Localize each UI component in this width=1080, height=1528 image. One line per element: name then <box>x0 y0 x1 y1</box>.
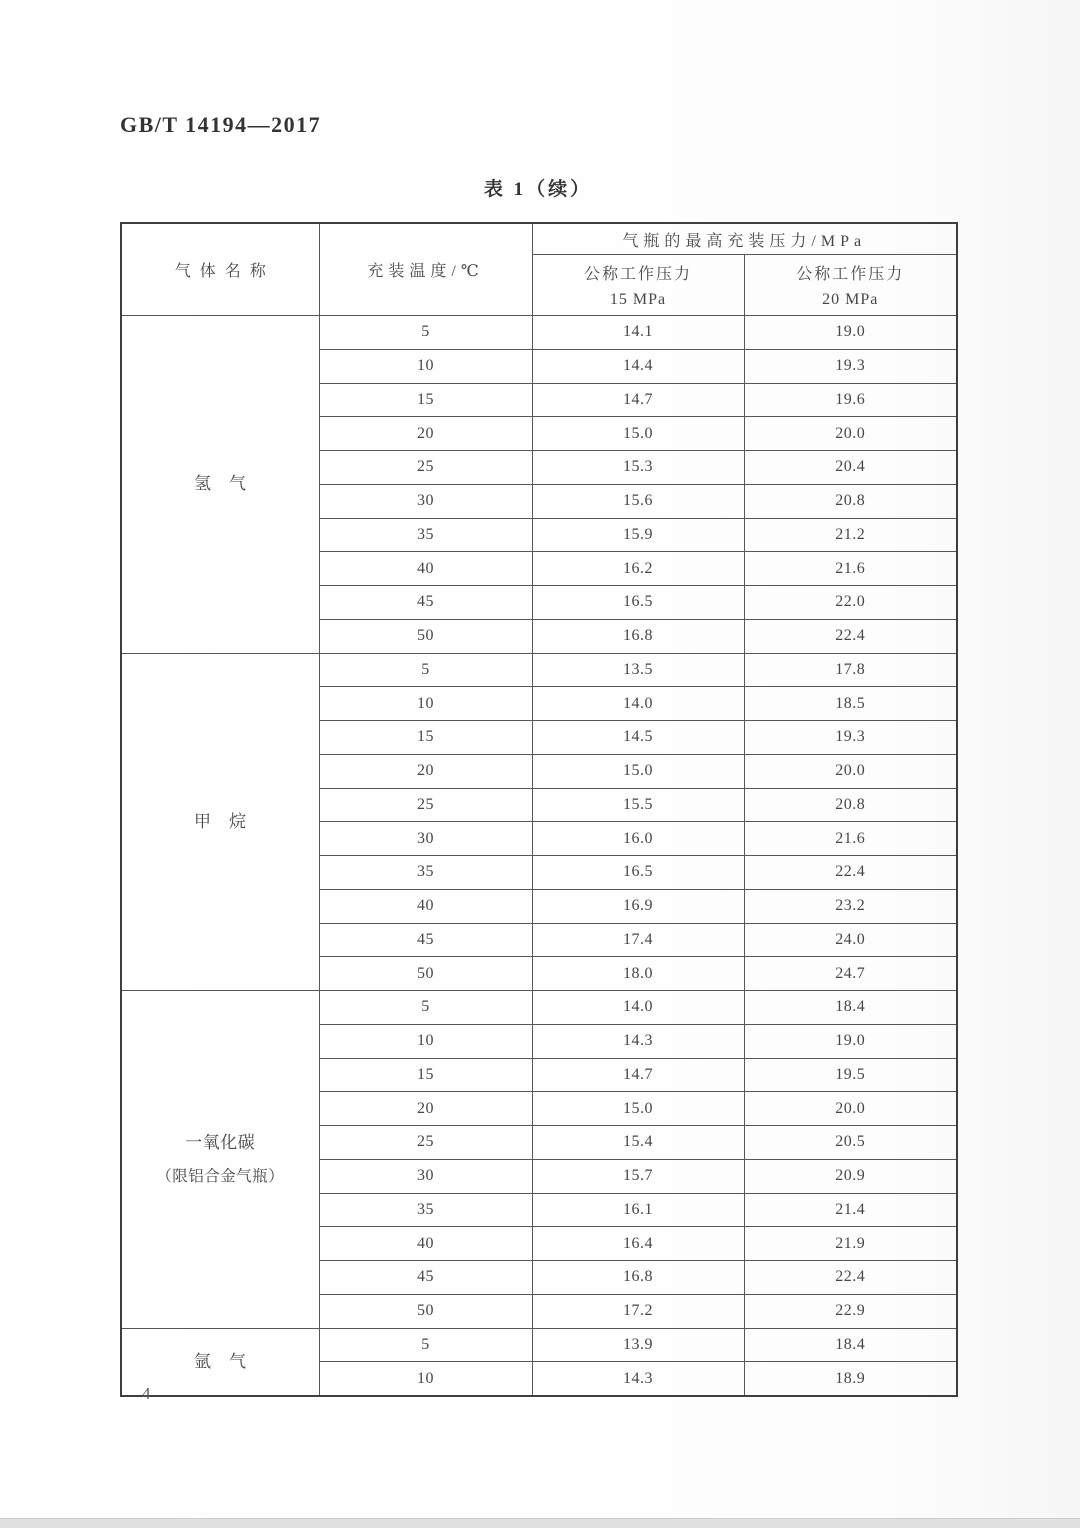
gas-name-cell: 氩 气 <box>121 1328 319 1396</box>
temperature-cell: 50 <box>319 1294 532 1328</box>
pressure-value-cell: 15.7 <box>532 1159 744 1193</box>
temperature-cell: 50 <box>319 957 532 991</box>
pressure-value-cell: 17.8 <box>744 653 957 687</box>
pressure-value-cell: 16.4 <box>532 1227 744 1261</box>
pressure-value-cell: 16.1 <box>532 1193 744 1227</box>
pressure-value-cell: 14.0 <box>532 991 744 1025</box>
temperature-cell: 45 <box>319 586 532 620</box>
temperature-cell: 5 <box>319 316 532 350</box>
pressure-value-cell: 16.8 <box>532 619 744 653</box>
temperature-cell: 25 <box>319 451 532 485</box>
table-row <box>121 1328 957 1362</box>
bottom-scroll-strip <box>0 1518 1080 1528</box>
temperature-cell: 40 <box>319 552 532 586</box>
pressure-value-cell: 19.6 <box>744 383 957 417</box>
pressure-value-cell: 20.5 <box>744 1126 957 1160</box>
header-nominal-pressure-15 <box>532 255 744 316</box>
pressure-value-cell: 16.8 <box>532 1261 744 1295</box>
pressure-value-cell: 21.4 <box>744 1193 957 1227</box>
pressure-value-cell: 13.9 <box>532 1328 744 1362</box>
temperature-cell: 30 <box>319 1159 532 1193</box>
pressure-value-cell: 15.4 <box>532 1126 744 1160</box>
header-nominal-pressure-20-label: 公称工作压力 <box>796 266 905 283</box>
header-filling-temperature: 充装温度/℃ <box>319 223 532 316</box>
pressure-value-cell: 20.8 <box>744 484 957 518</box>
table-row <box>121 991 957 1025</box>
temperature-cell: 35 <box>319 1193 532 1227</box>
temperature-cell: 5 <box>319 991 532 1025</box>
pressure-value-cell: 15.0 <box>532 1092 744 1126</box>
pressure-value-cell: 22.4 <box>744 619 957 653</box>
pressure-value-cell: 15.3 <box>532 451 744 485</box>
temperature-cell: 30 <box>319 822 532 856</box>
pressure-value-cell: 20.8 <box>744 788 957 822</box>
pressure-value-cell: 20.0 <box>744 754 957 788</box>
temperature-cell: 25 <box>319 788 532 822</box>
pressure-value-cell: 17.4 <box>532 923 744 957</box>
pressure-value-cell: 20.4 <box>744 451 957 485</box>
pressure-value-cell: 19.3 <box>744 721 957 755</box>
header-gas-name: 气体名称 <box>121 223 319 316</box>
pressure-value-cell: 14.7 <box>532 1058 744 1092</box>
pressure-value-cell: 22.4 <box>744 1261 957 1295</box>
pressure-value-cell: 20.0 <box>744 1092 957 1126</box>
gas-name-cell: 甲 烷 <box>121 653 319 991</box>
pressure-value-cell: 15.0 <box>532 417 744 451</box>
pressure-value-cell: 14.4 <box>532 349 744 383</box>
pressure-value-cell: 18.4 <box>744 991 957 1025</box>
standard-number: GB/T 14194—2017 <box>120 112 322 137</box>
pressure-value-cell: 21.6 <box>744 822 957 856</box>
pressure-value-cell: 14.5 <box>532 721 744 755</box>
table-body <box>121 316 957 1397</box>
header-nominal-pressure-15-label: 公称工作压力 <box>583 266 692 283</box>
pressure-value-cell: 19.5 <box>744 1058 957 1092</box>
table-row <box>121 653 957 687</box>
gas-name-cell: 一氧化碳 （限铝合金气瓶） <box>121 991 319 1329</box>
table-header <box>121 223 957 316</box>
pressure-value-cell: 14.1 <box>532 316 744 350</box>
pressure-value-cell: 24.7 <box>744 957 957 991</box>
pressure-value-cell: 18.4 <box>744 1328 957 1362</box>
pressure-value-cell: 18.5 <box>744 687 957 721</box>
temperature-cell: 15 <box>319 721 532 755</box>
pressure-value-cell: 19.3 <box>744 349 957 383</box>
temperature-cell: 35 <box>319 856 532 890</box>
pressure-value-cell: 14.3 <box>532 1024 744 1058</box>
pressure-value-cell: 15.0 <box>532 754 744 788</box>
temperature-cell: 20 <box>319 754 532 788</box>
temperature-cell: 20 <box>319 417 532 451</box>
pressure-value-cell: 24.0 <box>744 923 957 957</box>
header-nominal-pressure-20-value: 20 MPa <box>822 291 879 308</box>
temperature-cell: 50 <box>319 619 532 653</box>
temperature-cell: 25 <box>319 1126 532 1160</box>
pressure-value-cell: 15.6 <box>532 484 744 518</box>
pressure-value-cell: 13.5 <box>532 653 744 687</box>
table-caption: 表 1（续） <box>483 179 593 200</box>
temperature-cell: 10 <box>319 1362 532 1396</box>
pressure-value-cell: 23.2 <box>744 889 957 923</box>
page-number: 4 <box>142 1384 151 1403</box>
temperature-cell: 45 <box>319 1261 532 1295</box>
temperature-cell: 40 <box>319 1227 532 1261</box>
temperature-cell: 5 <box>319 1328 532 1362</box>
pressure-value-cell: 21.6 <box>744 552 957 586</box>
header-max-filling-pressure: 气瓶的最高充装压力/MPa <box>532 223 957 255</box>
pressure-value-cell: 22.0 <box>744 586 957 620</box>
temperature-cell: 45 <box>319 923 532 957</box>
pressure-value-cell: 14.3 <box>532 1362 744 1396</box>
gas-filling-pressure-table <box>120 222 958 1397</box>
pressure-value-cell: 18.9 <box>744 1362 957 1396</box>
header-nominal-pressure-20 <box>744 255 957 316</box>
pressure-value-cell: 16.5 <box>532 856 744 890</box>
temperature-cell: 15 <box>319 1058 532 1092</box>
pressure-value-cell: 16.2 <box>532 552 744 586</box>
temperature-cell: 40 <box>319 889 532 923</box>
pressure-value-cell: 21.9 <box>744 1227 957 1261</box>
pressure-value-cell: 15.9 <box>532 518 744 552</box>
pressure-value-cell: 16.0 <box>532 822 744 856</box>
temperature-cell: 35 <box>319 518 532 552</box>
header-nominal-pressure-15-value: 15 MPa <box>609 291 667 308</box>
temperature-cell: 10 <box>319 349 532 383</box>
table-row <box>121 316 957 350</box>
temperature-cell: 15 <box>319 383 532 417</box>
pressure-value-cell: 19.0 <box>744 316 957 350</box>
temperature-cell: 5 <box>319 653 532 687</box>
pressure-value-cell: 20.9 <box>744 1159 957 1193</box>
pressure-value-cell: 16.5 <box>532 586 744 620</box>
temperature-cell: 30 <box>319 484 532 518</box>
temperature-cell: 20 <box>319 1092 532 1126</box>
pressure-value-cell: 14.0 <box>532 687 744 721</box>
temperature-cell: 10 <box>319 687 532 721</box>
gas-name-cell: 氢 气 <box>121 316 319 654</box>
pressure-value-cell: 22.4 <box>744 856 957 890</box>
pressure-value-cell: 22.9 <box>744 1294 957 1328</box>
pressure-value-cell: 20.0 <box>744 417 957 451</box>
pressure-value-cell: 14.7 <box>532 383 744 417</box>
pressure-value-cell: 17.2 <box>532 1294 744 1328</box>
pressure-value-cell: 19.0 <box>744 1024 957 1058</box>
pressure-value-cell: 18.0 <box>532 957 744 991</box>
temperature-cell: 10 <box>319 1024 532 1058</box>
pressure-value-cell: 16.9 <box>532 889 744 923</box>
pressure-value-cell: 15.5 <box>532 788 744 822</box>
pressure-value-cell: 21.2 <box>744 518 957 552</box>
